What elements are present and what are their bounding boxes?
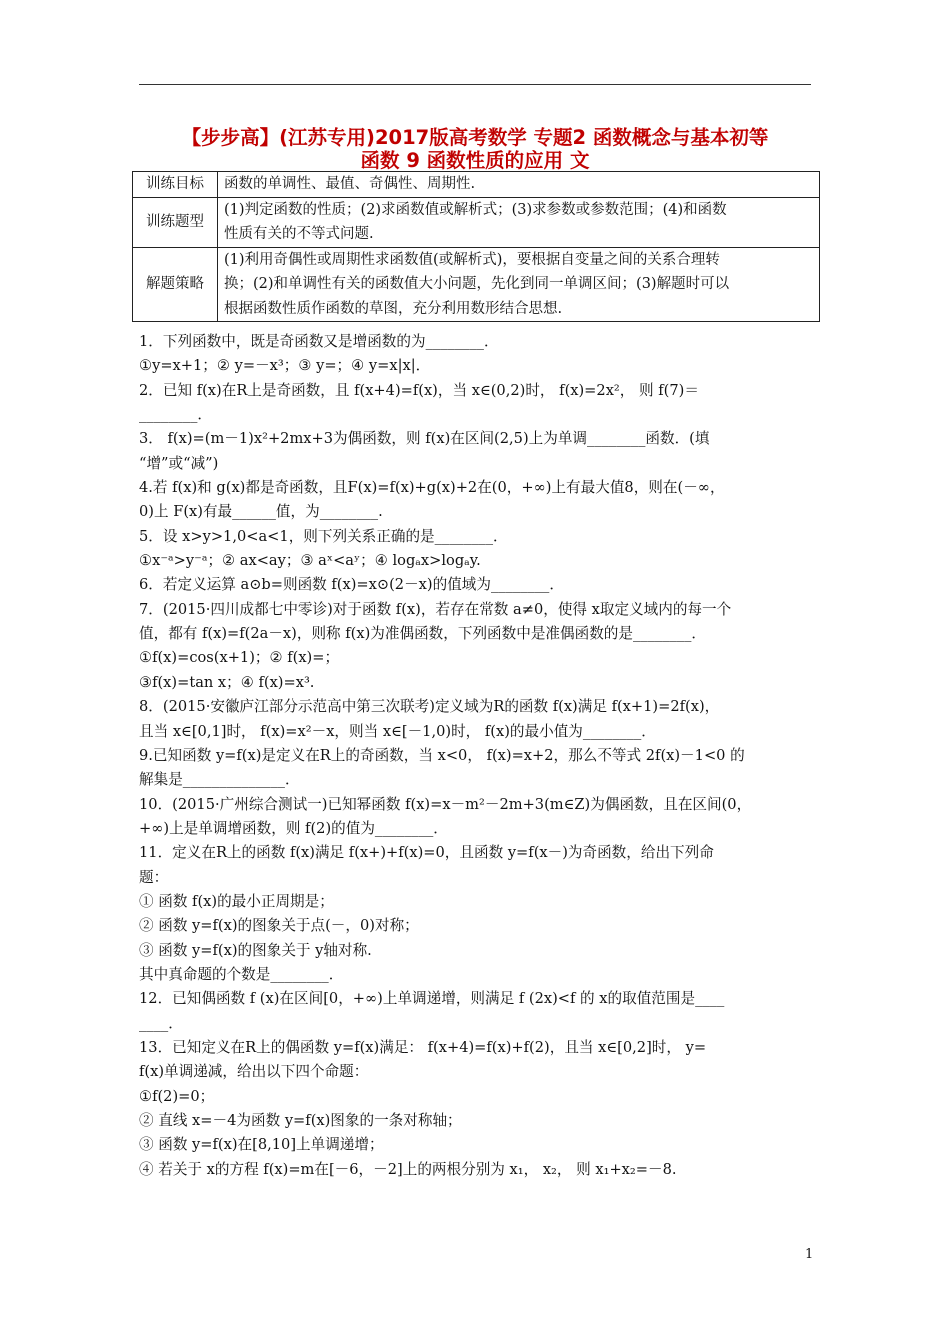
row-content-goal	[218, 172, 820, 198]
problem-line: ③ 函数 y=f(x)的图象关于 y轴对称.	[139, 941, 372, 959]
problem-line: 12．已知偶函数 f (x)在区间[0，+∞)上单调递增，则满足 f (2x)<f 的 x的取值范围是____	[139, 990, 725, 1008]
problem-line: ________．	[139, 406, 212, 424]
problem-line: 9.已知函数 y=f(x)是定义在R上的奇函数，当 x<0， f(x)=x+2，那么不等式 2f(x)－1<0 的	[139, 746, 745, 764]
cell-line: 根据函数性质作函数的草图，充分利用数形结合思想.	[224, 300, 563, 317]
problem-line: ④ 若关于 x的方程 f(x)=m在[－6，－2]上的两根分别为 x₁， x₂， 则 x₁+x₂=－8.	[139, 1160, 677, 1178]
problem-line: 5．设 x>y>1,0<a<1，则下列关系正确的是________．	[139, 527, 508, 545]
cell-line: 性质有关的不等式问题.	[224, 226, 374, 242]
header-rule	[139, 84, 811, 85]
training-info-table	[132, 171, 820, 322]
problem-line: +∞)上是单调增函数，则 f(2)的值为________．	[139, 819, 448, 837]
problem-line: ② 函数 y=f(x)的图象关于点(－，0)对称；	[139, 917, 419, 935]
problem-line: f(x)单调递减，给出以下四个命题：	[139, 1063, 369, 1081]
problem-line: 4.若 f(x)和 g(x)都是奇函数，且F(x)=f(x)+g(x)+2在(0，+∞)上有最大值8，则在(－∞，	[139, 479, 725, 497]
page-number: 1	[805, 1247, 814, 1262]
problem-line: 解集是______________．	[139, 771, 300, 789]
cell-line: 换；(2)和单调性有关的函数值大小问题，先化到同一单调区间；(3)解题时可以	[224, 276, 730, 292]
cell-line: (1)判定函数的性质；(2)求函数值或解析式；(3)求参数或参数范围；(4)和函数	[224, 201, 727, 218]
problem-line: 11．定义在R上的函数 f(x)满足 f(x+)+f(x)=0，且函数 y=f(x－)为奇函数，给出下列命	[139, 844, 714, 862]
cell-line: (1)利用奇偶性或周期性求函数值(或解析式)，要根据自变量之间的关系合理转	[224, 251, 720, 268]
problem-line: ____．	[139, 1014, 183, 1032]
problem-line: ② 直线 x=－4为函数 y=f(x)图象的一条对称轴；	[139, 1112, 462, 1129]
problem-line: 值，都有 f(x)=f(2a－x)，则称 f(x)为准偶函数，下列函数中是准偶函数的是________．	[139, 625, 706, 643]
problem-line: ①f(x)=cos(x+1)；② f(x)=；	[139, 649, 340, 667]
document-title	[139, 126, 811, 172]
problem-line: 2．已知 f(x)在R上是奇函数，且 f(x+4)=f(x)，当 x∈(0,2)时， f(x)=2x²， 则 f(7)＝	[139, 381, 699, 399]
row-header-strategy: 解题策略	[133, 247, 218, 322]
table-row	[133, 172, 820, 198]
problem-line: 0)上 F(x)有最______值，为________.	[139, 503, 383, 521]
problem-line: ①y=x+1；② y=－x³；③ y=；④ y=x|x|．	[139, 357, 431, 375]
problem-line: ③ 函数 y=f(x)在[8,10]上单调递增；	[139, 1136, 384, 1154]
problem-line: 13．已知定义在R上的偶函数 y=f(x)满足： f(x+4)=f(x)+f(2)，且当 x∈[0,2]时， y=	[139, 1038, 707, 1056]
title-line-2: 函数 9 函数性质的应用 文	[360, 149, 590, 172]
problem-line: 题：	[139, 868, 169, 886]
problem-line: ①f(2)=0；	[139, 1087, 215, 1105]
problem-line: ①x⁻ᵃ>y⁻ᵃ；② ax<ay；③ aˣ<aʸ；④ logₐx>logₐy.	[139, 552, 481, 570]
row-content-strategy	[218, 247, 820, 322]
problem-line: 6．若定义运算 a⊙b=则函数 f(x)=x⊙(2－x)的值域为________．	[139, 576, 564, 594]
row-content-types	[218, 197, 820, 247]
problem-line: “增”或“减”)	[139, 454, 219, 472]
problem-line: 10．(2015·广州综合测试一)已知幂函数 f(x)=x－m²－2m+3(m∈Z)为偶函数，且在区间(0，	[139, 795, 752, 813]
problem-line: 其中真命题的个数是________．	[139, 965, 344, 983]
problem-line: ③f(x)=tan x；④ f(x)=x³.	[139, 673, 315, 691]
table-row	[133, 247, 820, 322]
problem-line: ① 函数 f(x)的最小正周期是；	[139, 892, 334, 910]
problem-line: 且当 x∈[0,1]时， f(x)=x²－x，则当 x∈[－1,0)时， f(x)的最小值为________．	[139, 722, 656, 740]
problem-line: 3． f(x)=(m－1)x²+2mx+3为偶函数，则 f(x)在区间(2,5)上为单调________函数．(填	[139, 430, 710, 448]
table-row	[133, 197, 820, 247]
row-header-types: 训练题型	[133, 197, 218, 247]
cell-line: 函数的单调性、最值、奇偶性、周期性.	[224, 176, 476, 192]
problem-line: 1．下列函数中，既是奇函数又是增函数的为________．	[139, 333, 499, 350]
problem-list	[139, 330, 814, 1182]
title-line-1: 【步步高】(江苏专用)2017版高考数学 专题2 函数概念与基本初等	[181, 126, 769, 149]
problem-line: 7．(2015·四川成都七中零诊)对于函数 f(x)，若存在常数 a≠0，使得 x取定义域内的每一个	[139, 600, 732, 618]
problem-line: 8．(2015·安徽庐江部分示范高中第三次联考)定义域为R的函数 f(x)满足 f(x+1)=2f(x)，	[139, 698, 720, 716]
row-header-goal: 训练目标	[133, 172, 218, 198]
